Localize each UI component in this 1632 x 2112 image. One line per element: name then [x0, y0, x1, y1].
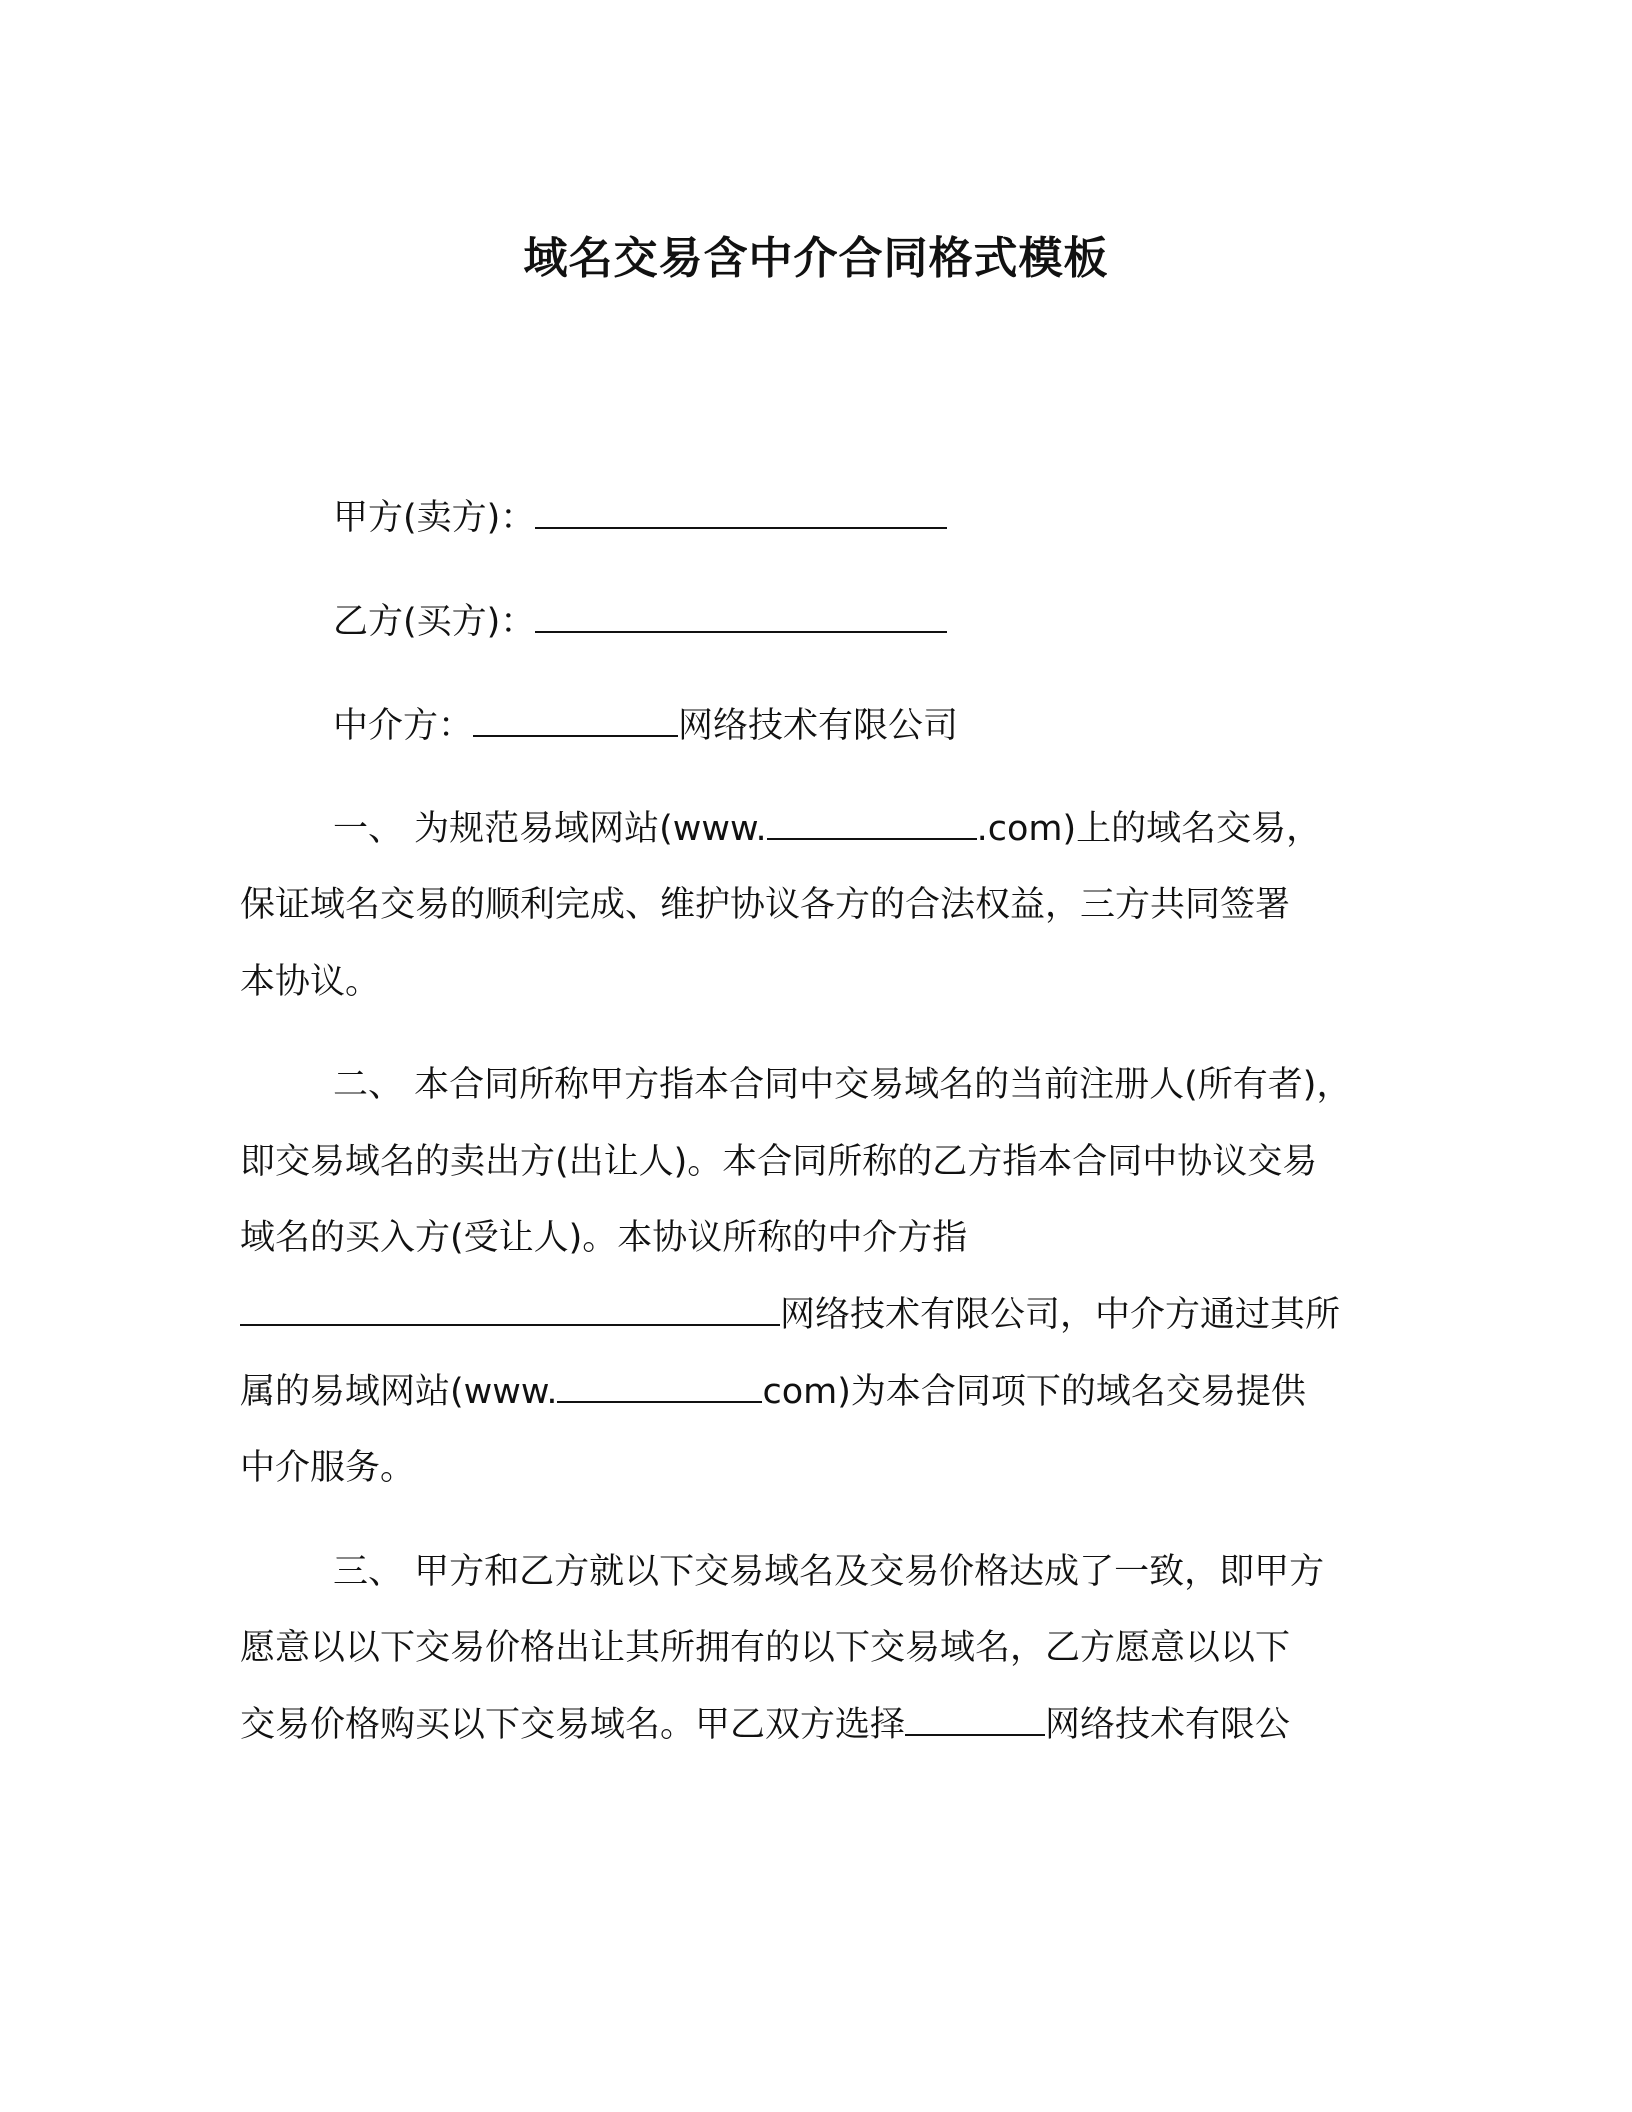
clause2-line2: 即交易域名的卖出方(出让人)。本合同所称的乙方指本合同中协议交易 — [240, 1142, 1318, 1182]
clause1-text: 一、 为规范易域网站(www. — [333, 809, 767, 849]
buyer-line — [333, 600, 947, 644]
agent-company-blank — [240, 1294, 780, 1326]
clause2-text: com)为本合同项下的域名交易提供 — [762, 1372, 1306, 1412]
clause2-line1: 二、 本合同所称甲方指本合同中交易域名的当前注册人(所有者)， — [333, 1065, 1352, 1105]
clause1-text: .com)上的域名交易， — [976, 809, 1322, 849]
buyer-label: 乙方(买方)： — [333, 602, 536, 642]
agent-line — [333, 704, 958, 748]
website-blank — [557, 1371, 762, 1403]
seller-label: 甲方(卖方)： — [333, 498, 536, 538]
clause3-line3 — [240, 1703, 1290, 1747]
website-blank — [767, 808, 977, 840]
clause3-text: 网络技术有限公 — [1045, 1705, 1291, 1745]
agent-suffix: 网络技术有限公司 — [678, 706, 959, 746]
clause2-line5 — [240, 1370, 1306, 1414]
clause2-line6: 中介服务。 — [240, 1448, 416, 1488]
clause1-line2: 保证域名交易的顺利完成、维护协议各方的合法权益，三方共同签署 — [240, 885, 1291, 925]
clause1-line1 — [333, 807, 1321, 851]
clause1-line3: 本协议。 — [240, 962, 381, 1002]
clause3-text: 交易价格购买以下交易域名。甲乙双方选择 — [240, 1705, 906, 1745]
clause3-line2: 愿意以以下交易价格出让其所拥有的以下交易域名，乙方愿意以以下 — [240, 1628, 1291, 1668]
clause2-line3: 域名的买入方(受让人)。本协议所称的中介方指 — [240, 1218, 968, 1258]
document-title: 域名交易含中介合同格式模板 — [523, 233, 1109, 284]
seller-blank — [535, 497, 947, 529]
clause3-line1: 三、 甲方和乙方就以下交易域名及交易价格达成了一致，即甲方 — [333, 1552, 1325, 1592]
clause2-text: 属的易域网站(www. — [240, 1372, 558, 1412]
clause2-text: 网络技术有限公司，中介方通过其所 — [780, 1295, 1341, 1335]
agent-label: 中介方： — [333, 706, 474, 746]
buyer-blank — [535, 601, 947, 633]
company-blank — [905, 1704, 1045, 1736]
seller-line — [333, 496, 947, 540]
clause2-line4 — [240, 1293, 1340, 1337]
agent-blank — [473, 705, 678, 737]
